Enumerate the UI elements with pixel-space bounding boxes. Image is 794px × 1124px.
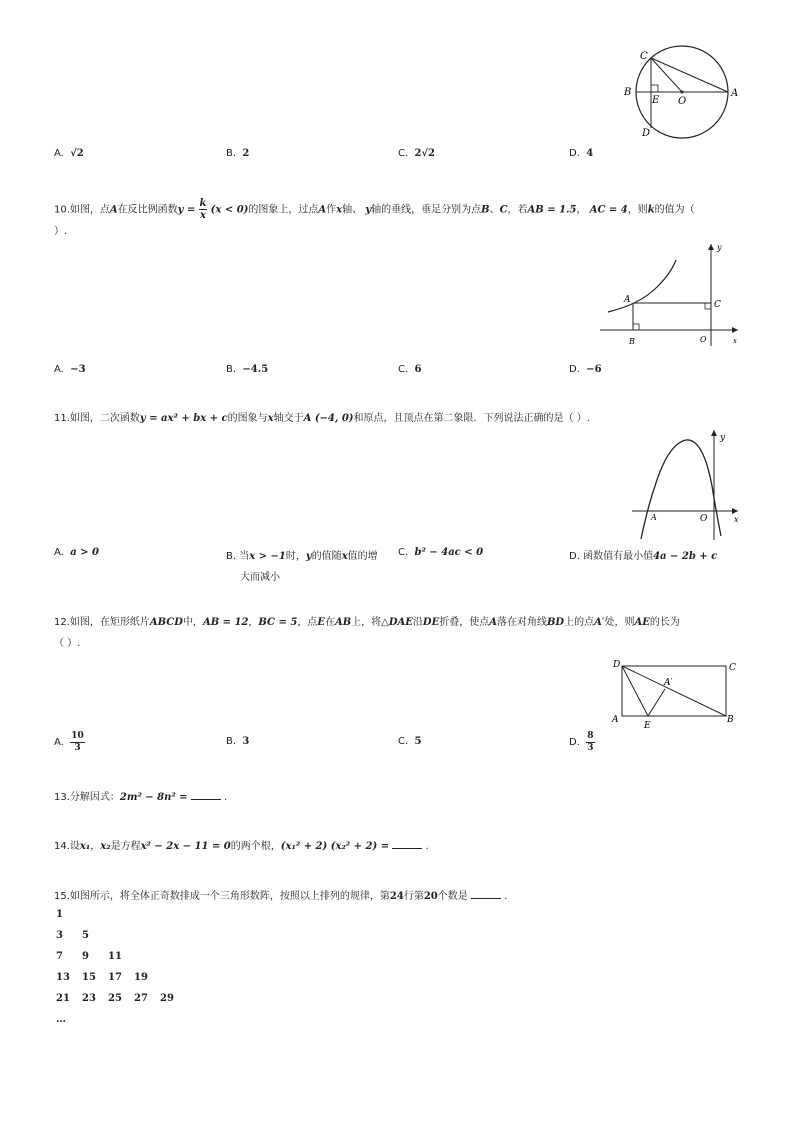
label-a: A: [612, 715, 619, 725]
q10-option-b[interactable]: B. −4.5: [226, 364, 269, 375]
label-y: y: [717, 243, 722, 252]
label-e: E: [652, 95, 660, 106]
label-y: y: [720, 433, 726, 443]
q11-option-d[interactable]: D. 函数值有最小值4a − 2b + c: [569, 551, 718, 562]
label-c: C: [640, 51, 648, 62]
triangle-row-1: 1: [56, 909, 63, 920]
label-o: O: [700, 335, 707, 344]
label-a: A: [651, 513, 657, 522]
q9-option-d[interactable]: D. 4: [569, 148, 594, 159]
label-o: O: [678, 96, 687, 107]
q9-option-c[interactable]: C. 2√2: [398, 148, 436, 159]
triangle-row-4: 13 15 17 19: [56, 972, 148, 983]
q11-option-b[interactable]: B. 当x > −1时，y的值随x值的增: [226, 551, 378, 562]
label-d: D: [613, 660, 621, 670]
odd-number-triangle: [56, 909, 186, 1028]
label-o: O: [700, 514, 708, 524]
q13-answer-blank[interactable]: [191, 789, 221, 800]
q12-stem-line2: （ ）.: [54, 638, 81, 649]
label-e: E: [644, 721, 651, 731]
label-a: A: [624, 295, 631, 305]
label-b: B: [624, 87, 632, 98]
hyperbola-curve: [608, 260, 676, 312]
q10-hyperbola-figure: [596, 240, 746, 350]
q12-option-a[interactable]: A. $\frac{10}{3}$: [54, 731, 84, 753]
label-x: x: [733, 337, 737, 345]
label-d: D: [642, 128, 651, 139]
q9-circle-figure: [620, 44, 745, 144]
label-b: B: [629, 337, 635, 346]
q10-option-a[interactable]: A. −3: [54, 364, 86, 375]
q10-option-c[interactable]: C. 6: [398, 364, 422, 375]
q9-option-b[interactable]: B. 2: [226, 148, 250, 159]
label-c: C: [729, 663, 736, 673]
label-a-prime: A′: [664, 678, 673, 688]
fold-de: [622, 666, 648, 716]
line-co: [651, 58, 682, 92]
fraction-k-over-x: $\frac{k}{x}$: [199, 198, 207, 221]
q10-stem: 10.如图，点A在反比例函数y = $\frac{k}{x}$ (x < 0)的图象上，过点A作x轴、 y轴的垂线，垂足分别为点B、C，若AB = 1.5， AC = 4，则k的值为（: [54, 198, 695, 221]
q13-stem: 13.分解因式：2m² − 8n² = .: [54, 789, 227, 805]
diagonal-db: [622, 666, 726, 716]
q12-option-c[interactable]: C. 5: [398, 736, 422, 747]
q14-answer-blank[interactable]: [392, 838, 422, 849]
q12-rectangle-figure: [608, 656, 744, 732]
q10-stem-line2: ）.: [54, 226, 68, 237]
label-a: A: [731, 88, 739, 99]
label-c: C: [714, 300, 721, 310]
q12-option-d[interactable]: D. $\frac{8}{3}$: [569, 731, 594, 753]
q11-parabola-figure: [628, 426, 743, 544]
q15-answer-blank[interactable]: [471, 888, 501, 899]
triangle-ellipsis: …: [56, 1014, 66, 1025]
parabola-curve: [641, 440, 721, 539]
triangle-row-2: 3 5: [56, 930, 89, 941]
q11-option-b-line2: 大而减小: [240, 572, 280, 583]
line-ca: [651, 58, 728, 92]
segment-ea-prime: [648, 689, 665, 716]
right-angle-mark: [651, 85, 658, 92]
q12-option-b[interactable]: B. 3: [226, 736, 250, 747]
triangle-row-3: 7 9 11: [56, 951, 122, 962]
q15-stem: 15.如图所示，将全体正奇数排成一个三角形数阵，按照以上排列的规律，第24行第20个数是 .: [54, 888, 507, 904]
q11-option-a[interactable]: A. a > 0: [54, 547, 99, 558]
q10-option-d[interactable]: D. −6: [569, 364, 602, 375]
q9-option-a[interactable]: A. √2: [54, 148, 84, 159]
center-point: [681, 91, 684, 94]
triangle-row-5: 21 23 25 27 29: [56, 993, 174, 1004]
q11-stem: 11.如图，二次函数y = ax² + bx + c的图象与x轴交于A (−4, 0)和原点，且顶点在第二象限．下列说法正确的是（ ）.: [54, 413, 590, 424]
q14-stem: 14.设x₁，x₂是方程x² − 2x − 11 = 0的两个根，(x₁² + 2) (x₂² + 2) = .: [54, 838, 429, 854]
label-b: B: [727, 715, 734, 725]
q11-option-c[interactable]: C. b² − 4ac < 0: [398, 547, 484, 558]
label-x: x: [734, 515, 739, 524]
q12-stem: 12.如图，在矩形纸片ABCD中，AB = 12，BC = 5，点E在AB上，将△DAE沿DE折叠，使点A落在对角线BD上的点A′处，则AE的长为: [54, 617, 680, 628]
